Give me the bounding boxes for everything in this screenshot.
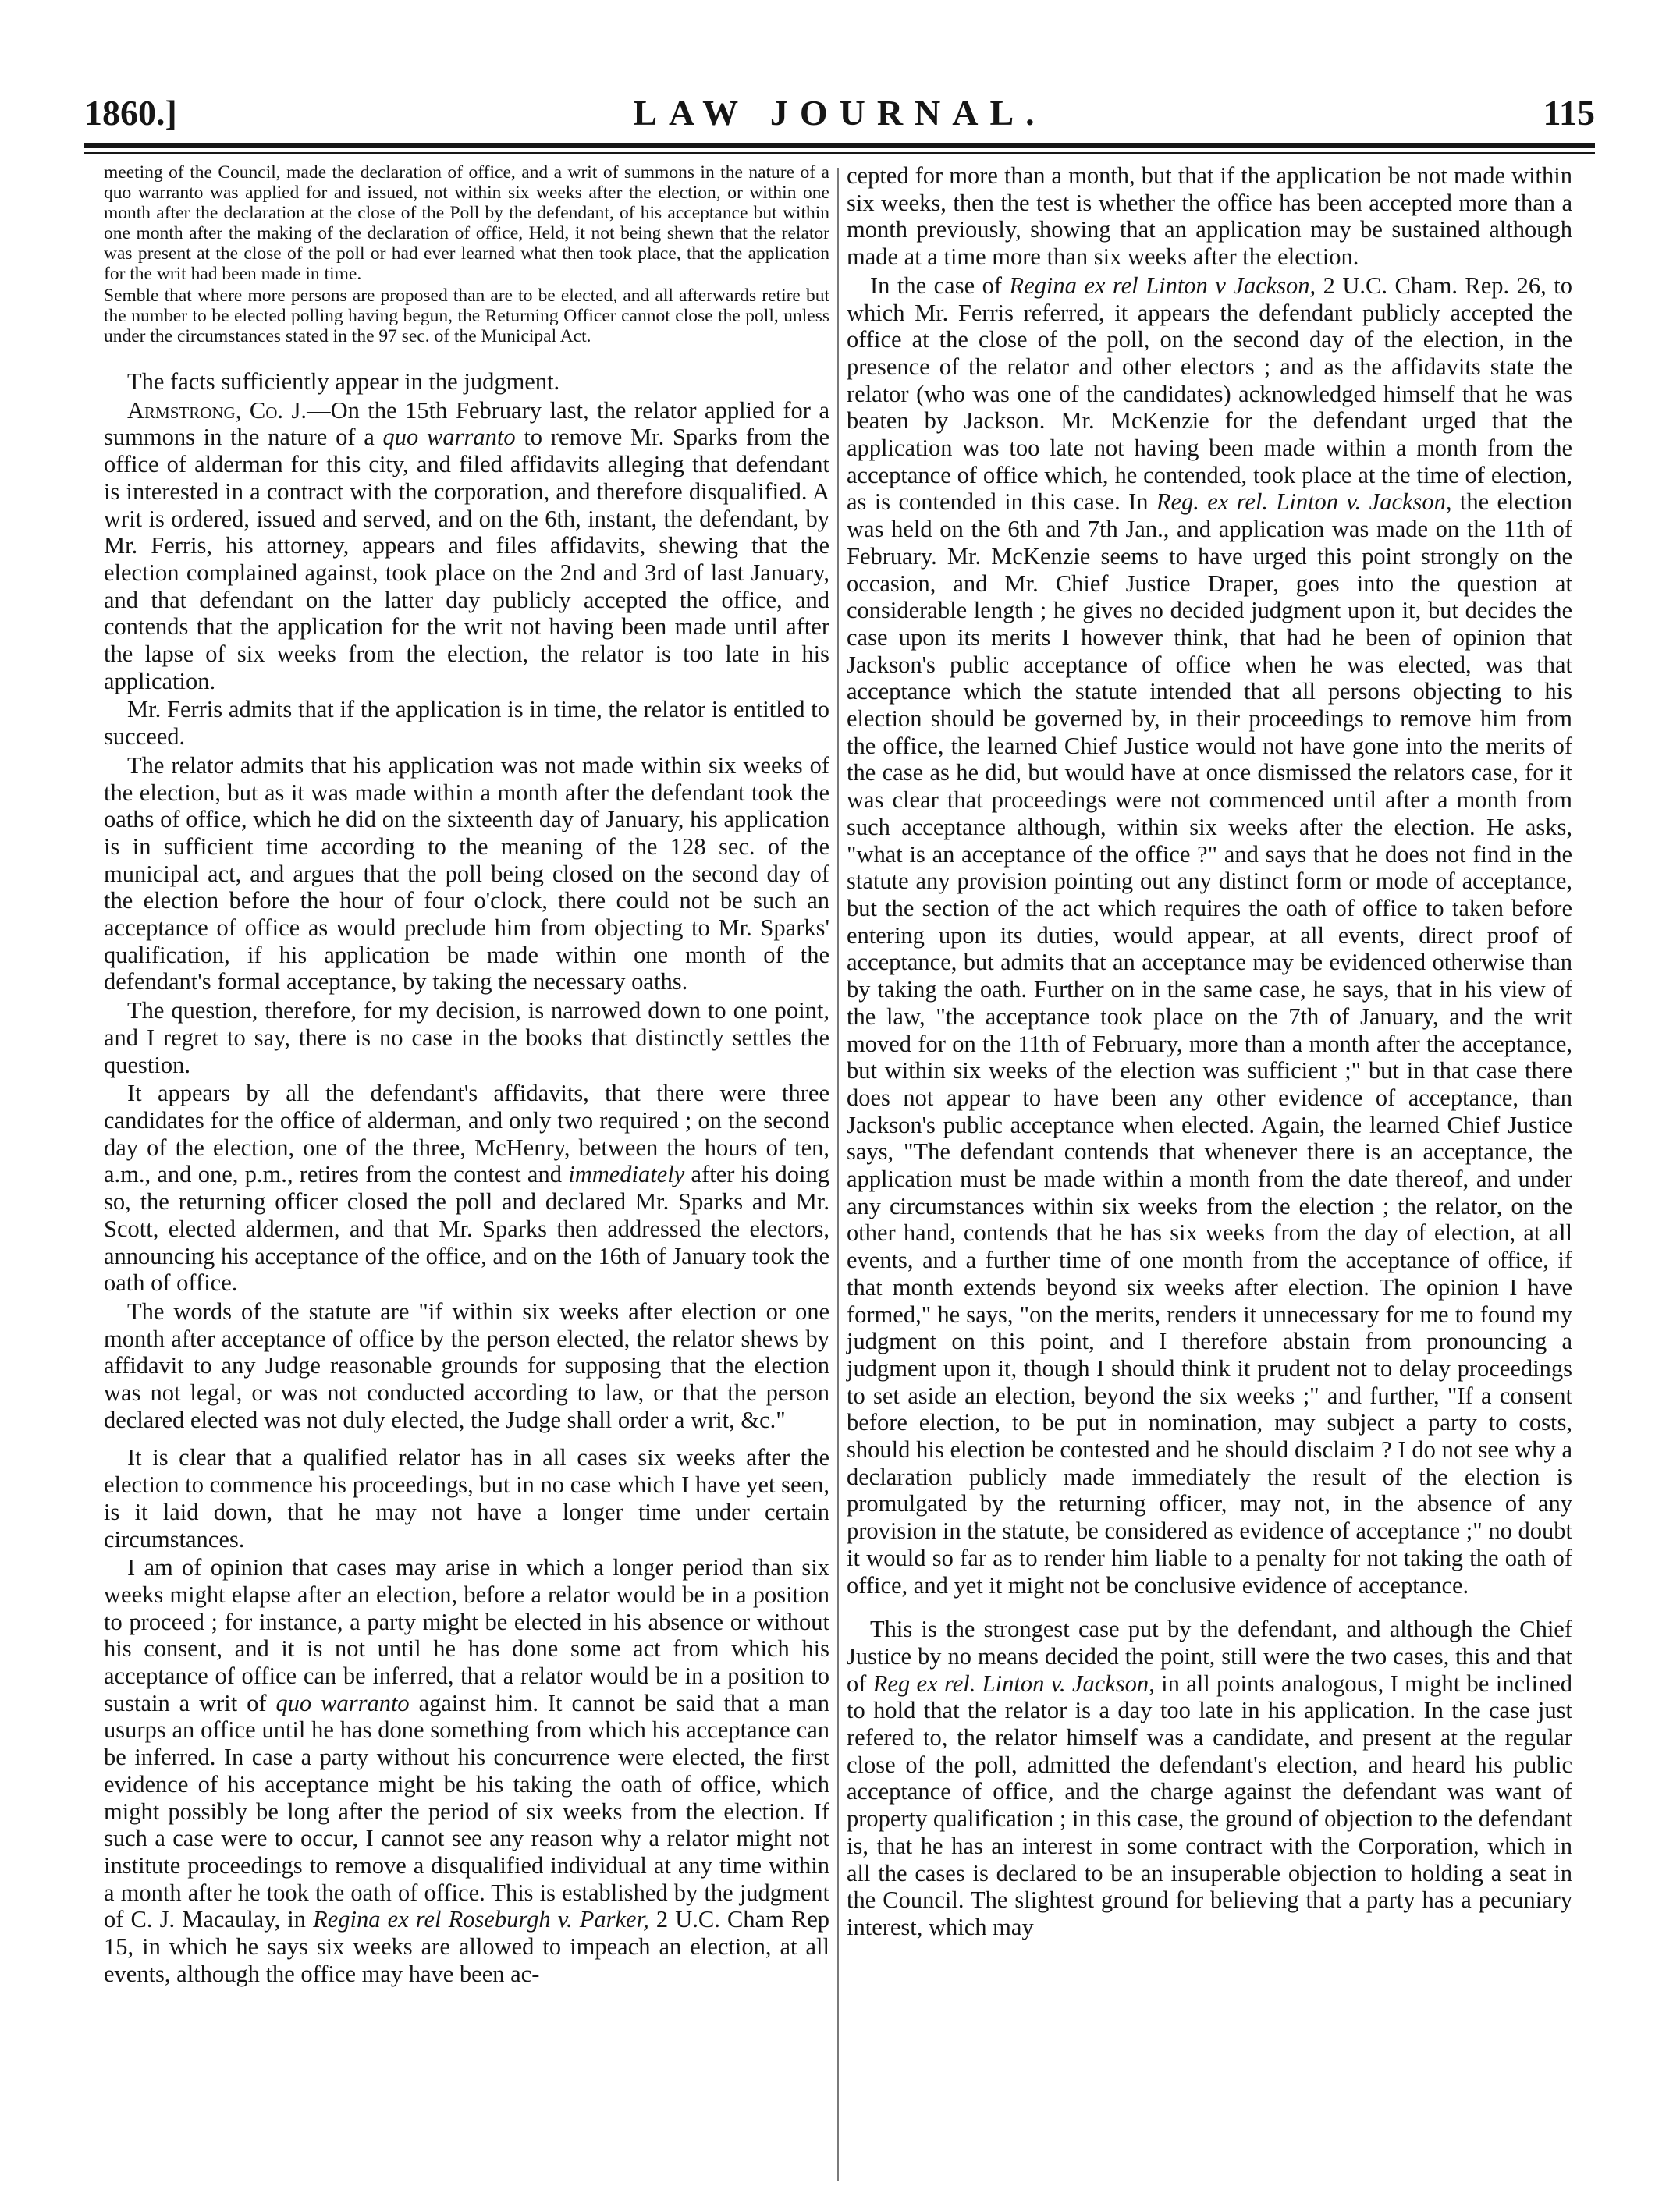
judge-name: Armstrong, Co. J. [127,396,307,424]
paragraph: In the case of Regina ex rel Linton v Jackson, 2 U.C. Cham. Rep. 26, to which Mr. Ferris referred, it appears the defendant publicly accepted the office at the close of the poll, on the second day of the election, in the presence of the relator and other electors ; and as the affidavits state the relator (who was one of the candidates) acknowledged himself that he was beaten by Jackson. Mr. McKenzie for the defendant urged that the application was too late not having been made within a month from the acceptance of office which, he contended, took place at the time of election, as is contended in this case. In Reg. ex rel. Linton v. Jackson, the election was held on the 6th and 7th Jan., and application was made on the 11th of February. Mr. McKenzie seems to have urged this point strongly on the occasion, and Mr. Chief Justice Draper, goes into the question at considerable length ; he gives no decided judgment upon it, but decides the case upon its merits I however think, that had he been of opinion that Jackson's public acceptance of office when he was elected, was that acceptance which the statute intended that all persons objecting to his election should be governed by, in their proceedings to remove him from the office, the learned Chief Justice would not have gone into the merits of the case as he did, but would have at once dismissed the relators case, for it was clear that proceedings were not commenced until after a month from such acceptance although, within six weeks after the election. He asks, "what is an acceptance of the office ?" and says that he does not find in the statute any provision pointing out any distinct form or mode of acceptance, but the section of the act which requires the oath of office to taken before entering upon its duties, would appear, at all events, direct proof of acceptance, but admits that an acceptance may be evidenced otherwise than by taking the oath. Further on in the same case, he says, that in his view of the law, "the acceptance took place on the 7th of January, and the writ moved for on the 11th of February, more than a month after the acceptance, but within six weeks of the election was sufficient ;" but in that case there does not appear to have been any other evidence of acceptance, than Jackson's public acceptance when elected. Again, the learned Chief Justice says, "The defendant contends that whenever there is an acceptance, the application must be made within a month from the date thereof, and under any circumstances within six weeks from the election ; the relator, on the other hand, contends that he has six weeks from the day of election, at all events, and a further time of one month from the acceptance of office, if that month extends beyond six weeks after election. The opinion I have formed," he says, "on the merits, renders it unnecessary for me to found my judgment on this point, and I therefore abstain from pronouncing a judgment upon it, though I should think it prudent not to delay proceedings to set aside an election, beyond the six weeks ;" and further, "If a consent before election, to be put in nomination, may subject a party to costs, should his election be contested and he should disclaim ? I do not see why a declaration publicly made immediately the result of the election is promulgated by the returning officer, may not, in the absence of any provision in the statute, be considered as evidence of acceptance ;" no doubt it would so far as to render him liable to a penalty for not taking the oath of office, and yet it might not be conclusive evidence of acceptance. [847,272,1573,1599]
facts-note: The facts sufficiently appear in the judgment. [127,368,560,395]
paragraph: It appears by all the defendant's affidavits, that there were three candidates for the office of alderman, and only two required ; on the second day of the election, one of the three, McHenry, between the hours of ten, a.m., and one, p.m., retires from the contest and immediately after his doing so, the returning officer closed the poll and declared Mr. Sparks and Mr. Scott, elected aldermen, and that Mr. Sparks then addressed the electors, announcing his acceptance of the office, and on the 16th of January took the oath of office. [104,1080,829,1297]
header-rule-thick [84,143,1595,148]
header-rule-thin [84,152,1595,154]
paragraph: This is the strongest case put by the defendant, and although the Chief Justice by no means decided the point, still were the two cases, this and that of Reg ex rel. Linton v. Jackson, in all points analogous, I might be inclined to hold that the relator is a day too late in his application. In the case just refered to, the relator himself was a candidate, and present at the regular close of the poll, admitted the defendant's election, and heard his public acceptance of office, and the charge against the defendant was want of property qualification ; in this case, the ground of objection to the defendant is, that he has an interest in some contract with the Corporation, which in all the cases is declared to be an insuperable objection to holding a seat in the Council. The slightest ground for believing that a party has a pecuniary interest, which may [847,1616,1573,1940]
paragraph: The words of the statute are "if within six weeks after election or one month after acceptance of office by the person elected, the relator shews by affidavit to any Judge reasonable grounds for supposing that the election was not legal, or was not conducted according to law, or that the person declared elected was not duly elected, the Judge shall order a writ, &c." [104,1297,829,1433]
paragraph: The relator admits that his application was not made within six weeks of the election, but as it was made within a month after the defendant took the oaths of office, which he did on the sixteenth day of January, his application is in sufficient time according to the meaning of the 128 sec. of the municipal act, and argues that the poll being closed on the second day of the election before the hour of four o'clock, there could not be such an acceptance of office as would preclude him from objecting to Mr. Sparks' qualification, if his application be made within one month of the defendant's formal acceptance, by taking the necessary oaths. [104,751,829,996]
paragraph: Mr. Ferris admits that if the application is in time, the relator is entitled to succeed. [104,696,829,751]
paragraph: cepted for more than a month, but that if the application be not made within six weeks, then the test is whether the office has been accepted more than a month previously, showing that an application may be sustained although made at a time more than six weeks after the election. [847,162,1572,271]
column-divider [837,168,839,2181]
headnote-1: meeting of the Council, made the declaration of office, and a writ of summons in the nature of a quo warranto was applied for and issued, not within six weeks after the election, or within one month after the declaration at the close of the Poll by the defendant, of his acceptance but within one month after the making of the declaration of office, Held, it not being shewn that the relator was present at the close of the poll or had ever learned what then took place, that the application for the writ had been made in time. [104,162,829,284]
right-column [847,162,1572,1941]
paragraph: The question, therefore, for my decision, is narrowed down to one point, and I regret to say, there is no case in the books that distinctly settles the question. [104,997,829,1078]
headnote-2: Semble that where more persons are proposed than are to be elected, and all afterwards retire but the number to be elected polling having begun, the Returning Officer cannot close the poll, unless under the circumstances stated in the 97 sec. of the Municipal Act. [104,286,829,346]
left-column [104,162,829,1987]
paragraph: Armstrong, Co. J.—On the 15th February last, the relator applied for a summons in the nature of a quo warranto to remove Mr. Sparks from the office of alderman for this city, and filed affidavits alleging that defendant is interested in a contract with the corporation, and therefore disqualified. A writ is ordered, issued and served, and on the 6th, instant, the defendant, by Mr. Ferris, his attorney, appears and files affidavits, shewing that the election complained against, took place on the 2nd and 3rd of last January, and that defendant on the latter day publicly accepted the office, and contends that the application for the writ not having been made until after the lapse of six weeks from the election, the relator is too late in his application. [104,396,830,694]
paragraph: I am of opinion that cases may arise in which a longer period than six weeks might elapse after an election, before a relator would be in a position to proceed ; for instance, a party might be elected in his absence or without his consent, and it is not until he has done some act from which his acceptance of office can be inferred, that a relator would be in a position to sustain a writ of quo warranto against him. It cannot be said that a man usurps an office until he has done something from which his acceptance can be inferred. In case a party without his concurrence were elected, the first evidence of his acceptance might be his taking the oath of office, which might possibly be long after the period of six weeks from the election. If such a case were to occur, I cannot see any reason why a relator might not institute proceedings to remove a disqualified individual at any time within a month after he took the oath of office. This is established by the judgment of C. J. Macaulay, in Regina ex rel Roseburgh v. Parker, 2 U.C. Cham Rep 15, in which he says six weeks are allowed to impeach an election, at all events, although the office may have been ac- [104,1554,830,1987]
header-page-number: 115 [1543,93,1595,133]
page-header [84,92,1595,139]
header-year: 1860.] [84,93,177,133]
header-title: LAW JOURNAL. [633,93,1046,133]
paragraph: It is clear that a qualified relator has in all cases six weeks after the election to commence his proceedings, but in no case which I have yet seen, is it laid down, that he may not have a longer time under certain circumstances. [104,1444,829,1553]
